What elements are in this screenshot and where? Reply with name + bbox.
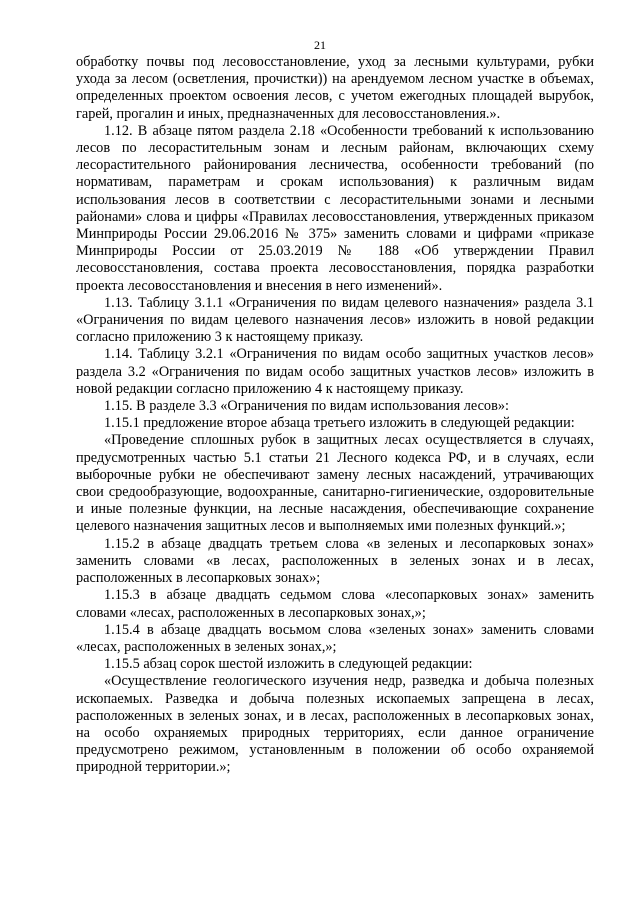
page-number: 21 <box>314 38 326 52</box>
paragraph: «Проведение сплошных рубок в защитных лесах осуществляется в случаях, предусмотренных частью 5.1 статьи 21 Лесного кодекса РФ, и в случаях, если выборочные рубки не обеспечивают замену лесных насаждений, утрачивающих свои средообразующие, водоохранные, санитарно-гигиенические, оздоровительные и иные полезные функции, на лесные насаждения, обеспечивающие сохранение целевого назначения защитных лесов и выполняемых ими полезных функций.»; <box>76 432 594 535</box>
paragraph: 1.15. В разделе 3.3 «Ограничения по видам использования лесов»: <box>104 398 509 415</box>
paragraph: 1.14. Таблицу 3.2.1 «Ограничения по видам особо защитных участков лесов» раздела 3.2 «Ограничения по видам особо защитных участков лесов» изложить в новой редакции согласно приложению 4 к настоящему приказу. <box>76 346 594 397</box>
paragraph: 1.15.1 предложение второе абзаца третьего изложить в следующей редакции: <box>104 415 575 432</box>
paragraph: обработку почвы под лесовосстановление, уход за лесными культурами, рубки ухода за лесом (осветления, прочистки)) на арендуемом лесном участке в объемах, определенных проектом освоения лесов, с учетом ежегодных площадей вырубок, гарей, прогалин и иных, предназначенных для лесовосстановления.». <box>76 54 594 122</box>
paragraph: 1.15.5 абзац сорок шестой изложить в следующей редакции: <box>104 656 473 673</box>
paragraph: «Осуществление геологического изучения недр, разведка и добыча полезных ископаемых. Разведка и добыча полезных ископаемых запрещена в лесах, расположенных в зеленых зонах, и в лесах, расположенных в лесопарковых зонах, на особо охраняемых природных территориях, если данное ограничение предусмотрено режимом, установленным в положении об особо охраняемой природной территории.»; <box>76 673 594 776</box>
paragraph: 1.13. Таблицу 3.1.1 «Ограничения по видам целевого назначения» раздела 3.1 «Ограничения по видам целевого назначения лесов» изложить в новой редакции согласно приложению 3 к настоящему приказу. <box>76 294 594 346</box>
paragraph: 1.12. В абзаце пятом раздела 2.18 «Особенности требований к использованию лесов по лесорастительным зонам и лесным районам, включающих схему лесорастительного районирования лесничества, особенности требований (по нормативам, параметрам и срокам использования) к различным видам использования лесов в соответствии с лесорастительными зонами и лесными районами» слова и цифры «Правилах лесовосстановления, утвержденных приказом Минприроды России 29.06.2016 № 375» заменить словами и цифрами «приказе Минприроды России от 25.03.2019 № 188 «Об утверждении Правил лесовосстановления, состава проекта лесовосстановления, порядка разработки проекта лесовосстановления и внесения в него изменений». <box>76 122 594 294</box>
paragraph: 1.15.4 в абзаце двадцать восьмом слова «зеленых зонах» заменить словами «лесах, расположенных в зеленых зонах,»; <box>76 621 594 655</box>
document-body <box>76 54 594 777</box>
paragraph: 1.15.2 в абзаце двадцать третьем слова «в зеленых и лесопарковых зонах» заменить словами «в лесах, расположенных в зеленых зонах и в лесах, расположенных в лесопарковых зонах»; <box>76 535 594 587</box>
paragraph: 1.15.3 в абзаце двадцать седьмом слова «лесопарковых зонах» заменить словами «лесах, расположенных в лесопарковых зонах,»; <box>76 587 594 621</box>
